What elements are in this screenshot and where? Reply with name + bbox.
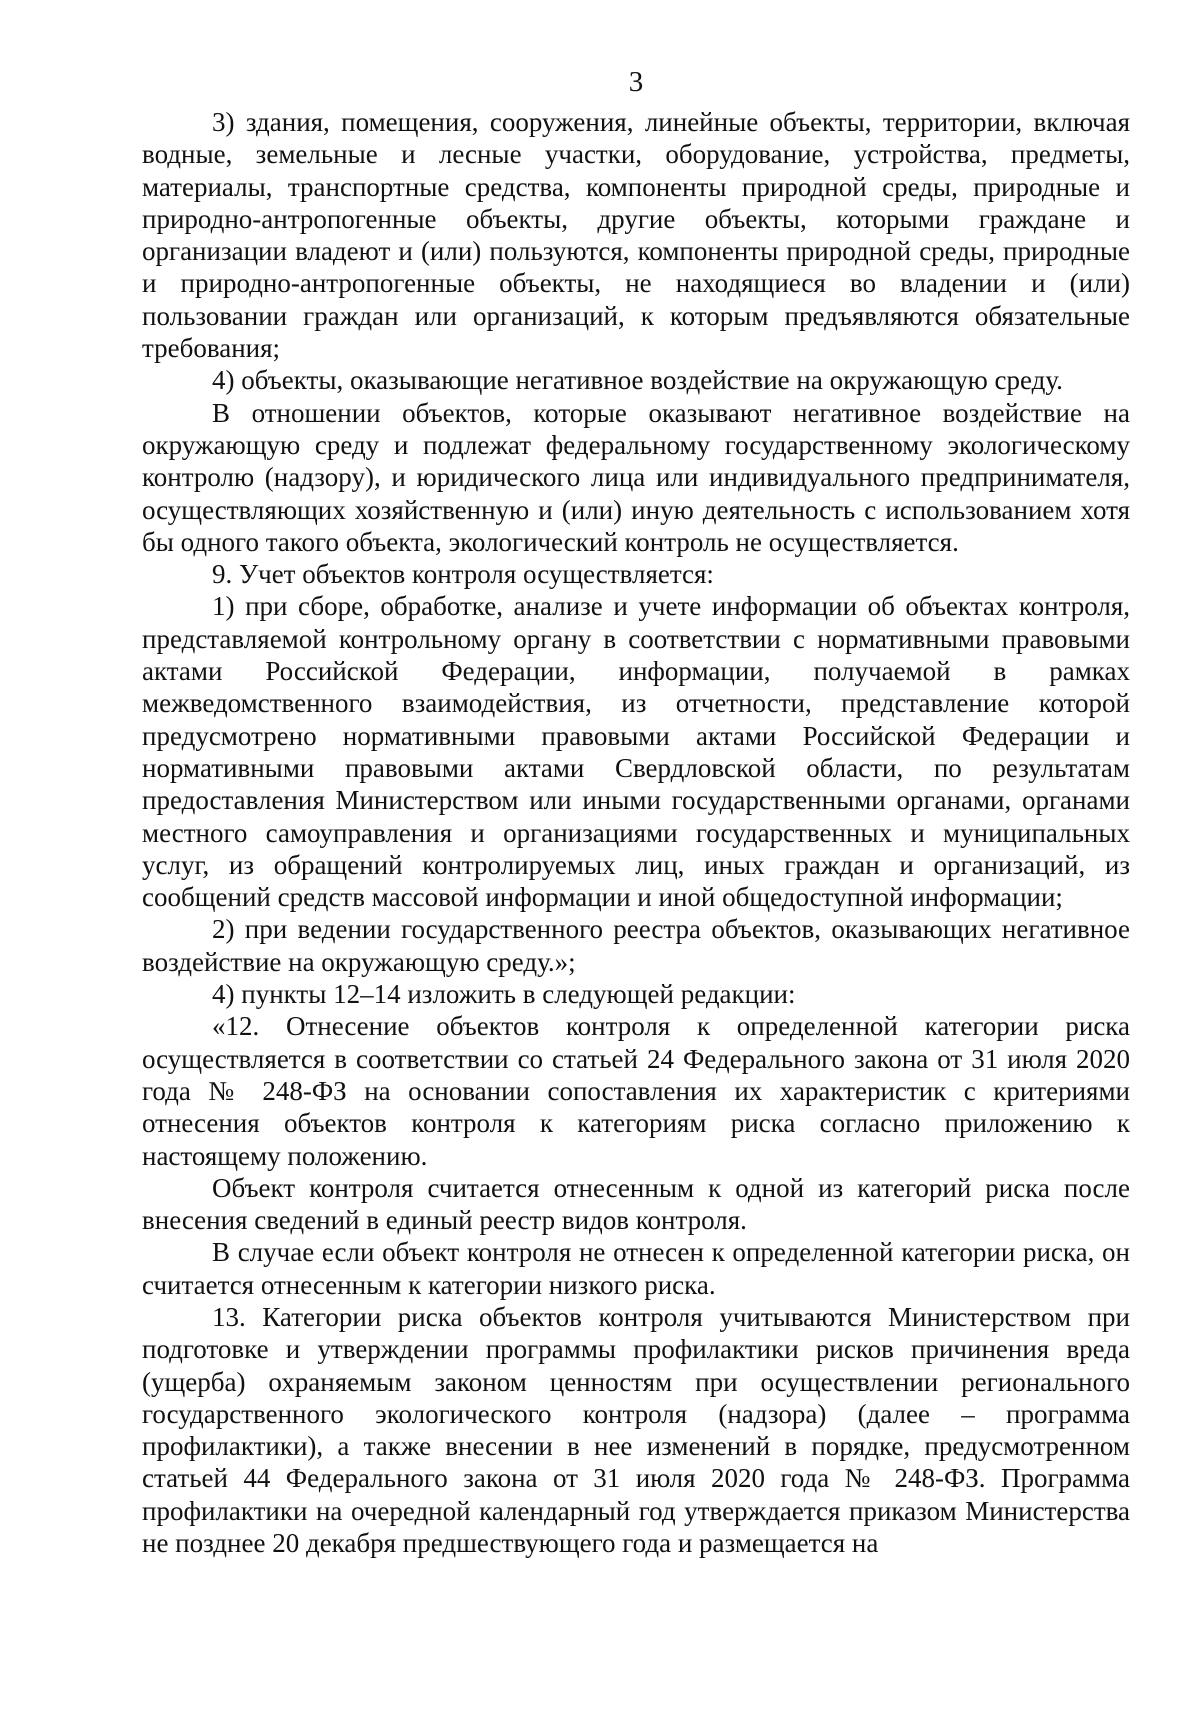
document-page	[142, 66, 1130, 1559]
paragraph-clause-9-item-2: 2) при ведении государственного реестра объектов, оказывающих негативное воздействие на окружающую среду.»;	[142, 914, 1130, 977]
paragraph-federal-control-exception: В отношении объектов, которые оказывают негативное воздействие на окружающую среду и подлежат федеральному государственному экологическому контролю (надзору), и юридического лица или индивидуального предпринимателя, осуществляющих хозяйственную и (или) иную деятельность с использованием хотя бы одного такого объекта, экологический контроль не осуществляется.	[142, 397, 1130, 557]
paragraph-clause-9: 9. Учет объектов контроля осуществляется:	[212, 559, 714, 590]
paragraph-clause-12: «12. Отнесение объектов контроля к определенной категории риска осуществляется в соответствии со статьей 24 Федерального закона от 31 июля 2020 года № 248-ФЗ на основании сопоставления их характеристик с критериями отнесения объектов контроля к категориям риска согласно приложению к настоящему положению.	[142, 1011, 1130, 1171]
page-number: 3	[628, 66, 644, 98]
paragraph-item-4-objects: 4) объекты, оказывающие негативное воздействие на окружающую среду.	[212, 365, 1063, 396]
paragraph-clause-9-item-1: 1) при сборе, обработке, анализе и учете информации об объектах контроля, представляемой контрольному органу в соответствии с нормативными правовыми актами Российской Федерации, информации, получаемой в рамках межведомственного взаимодействия, из отчетности, представление которой предусмотрено нормативными правовыми актами Российской Федерации и нормативными правовыми актами Свердловской области, по результатам предоставления Министерством или иными государственными органами, органами местного самоуправления и организациями государственных и муниципальных услуг, из обращений контролируемых лиц, иных граждан и организаций, из сообщений средств массовой информации и иной общедоступной информации;	[142, 591, 1130, 913]
paragraph-clause-13: 13. Категории риска объектов контроля учитываются Министерством при подготовке и утверждении программы профилактики рисков причинения вреда (ущерба) охраняемым законом ценностям при осуществлении регионального государственного экологического контроля (надзора) (далее – программа профилактики), а также внесении в нее изменений в порядке, предусмотренном статьей 44 Федерального закона от 31 июля 2020 года № 248-ФЗ. Программа профилактики на очередной календарный год утверждается приказом Министерства не позднее 20 декабря предшествующего года и размещается на	[142, 1301, 1130, 1559]
paragraph-clause-12-low-risk: В случае если объект контроля не отнесен к определенной категории риска, он считается отнесенным к категории низкого риска.	[142, 1237, 1130, 1300]
paragraph-item-3-buildings: 3) здания, помещения, сооружения, линейные объекты, территории, включая водные, земельные и лесные участки, оборудование, устройства, предметы, материалы, транспортные средства, компоненты природной среды, природные и природно-антропогенные объекты, другие объекты, которыми граждане и организации владеют и (или) пользуются, компоненты природной среды, природные и природно-антропогенные объекты, не находящиеся во владении и (или) пользовании граждан или организаций, к которым предъявляются обязательные требования;	[142, 107, 1130, 364]
paragraph-clause-12-risk-register: Объект контроля считается отнесенным к одной из категорий риска после внесения сведений в единый реестр видов контроля.	[142, 1172, 1130, 1236]
paragraph-amendment-4: 4) пункты 12–14 изложить в следующей редакции:	[212, 979, 796, 1010]
